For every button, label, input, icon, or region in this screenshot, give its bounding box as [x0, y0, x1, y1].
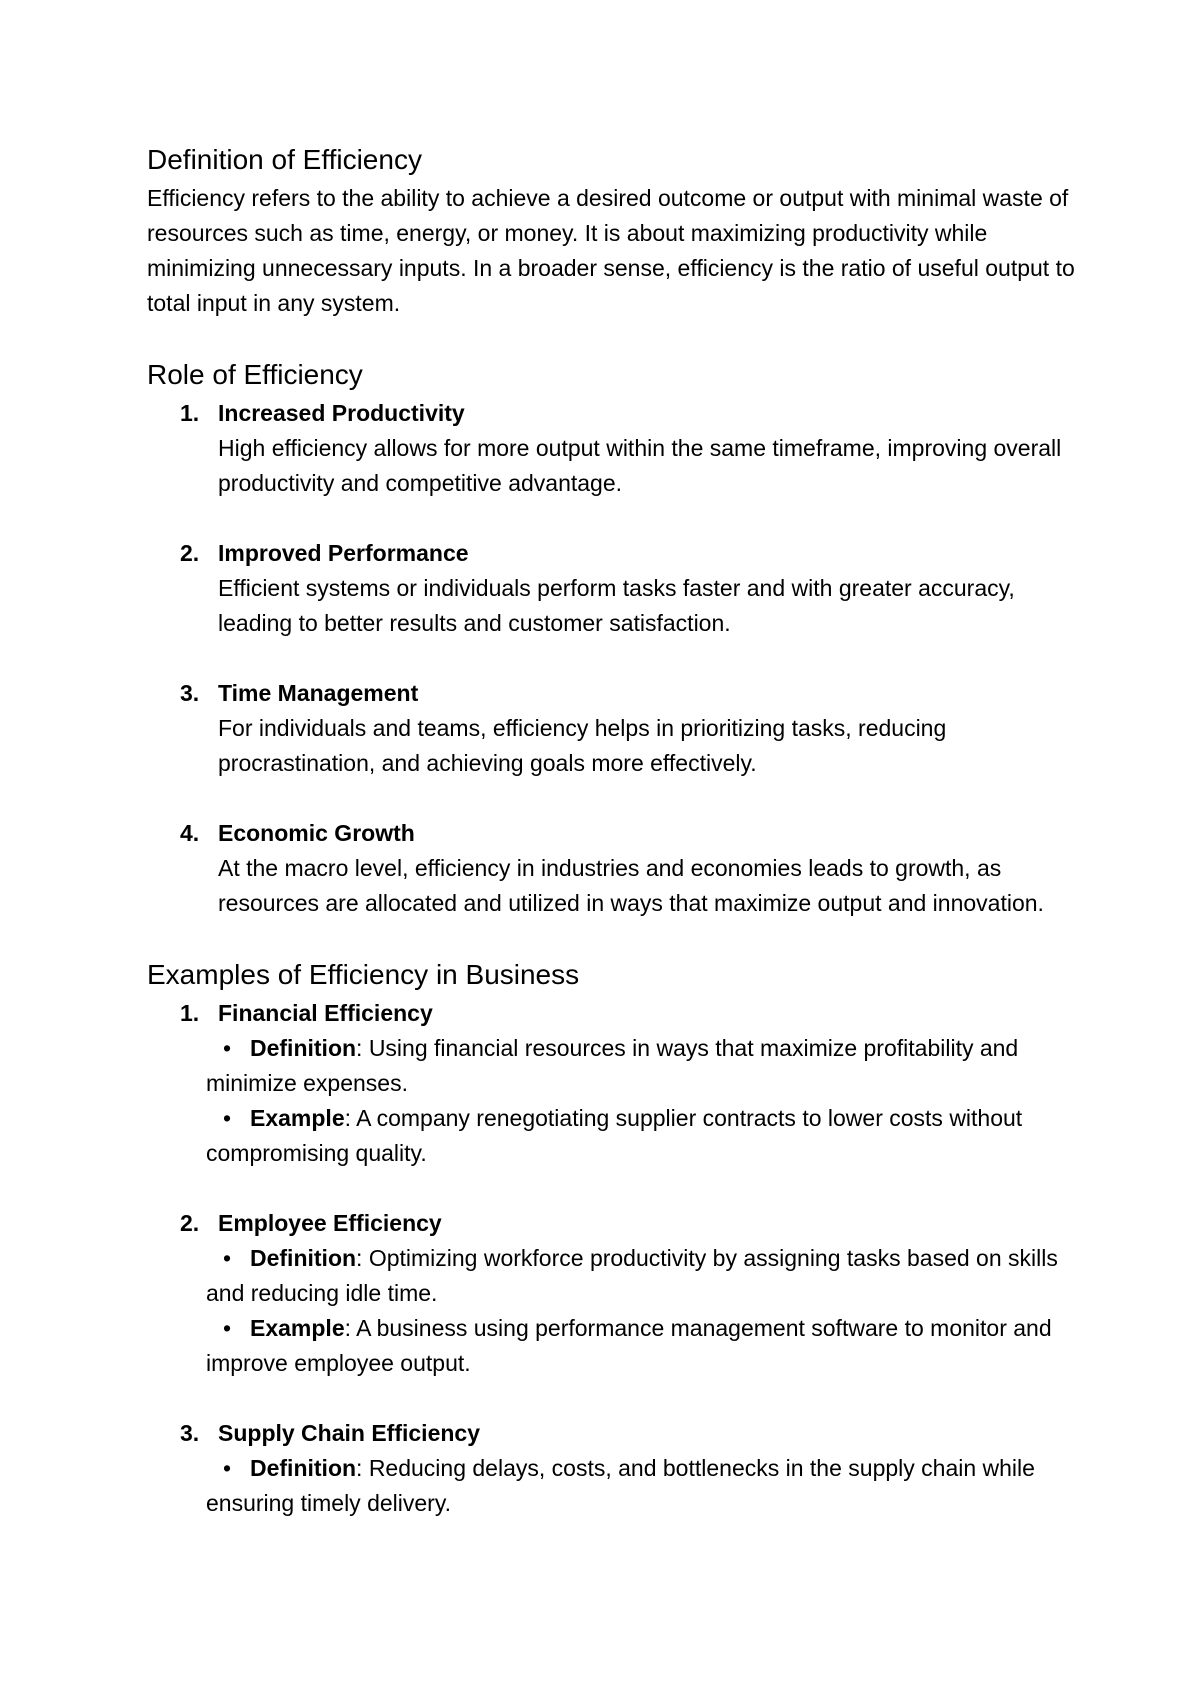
examples-section: [147, 955, 1087, 1521]
bullet-key: Example: [250, 1315, 345, 1341]
role-item-title: Increased Productivity: [218, 400, 465, 426]
bullet-icon: •: [223, 1315, 232, 1341]
role-heading: Role of Efficiency: [147, 359, 363, 390]
example-item-title: Employee Efficiency: [218, 1210, 442, 1236]
role-item-number: 1.: [180, 400, 200, 426]
example-item: [147, 1416, 1087, 1521]
role-item-title: Improved Performance: [218, 540, 469, 566]
examples-list: [147, 996, 1087, 1521]
bullet-key: Definition: [250, 1245, 357, 1271]
role-item-description: At the macro level, efficiency in industries and economies leads to growth, as resources are allocated and utilized in ways that maximize output and innovation.: [218, 855, 1044, 916]
role-section: [147, 355, 1087, 921]
example-item-number: 1.: [180, 1000, 200, 1026]
role-list: [147, 396, 1087, 921]
definition-heading: Definition of Efficiency: [147, 144, 422, 175]
role-item: [147, 396, 1087, 501]
bullet-icon: •: [223, 1035, 232, 1061]
bullet-text: : Using financial resources in ways that maximize profitability and minimize expenses.: [206, 1035, 1019, 1096]
example-item-number: 3.: [180, 1420, 200, 1446]
definition-section: [147, 140, 1087, 321]
example-item-title: Financial Efficiency: [218, 1000, 433, 1026]
role-item: [147, 536, 1087, 641]
bullet-text: : Optimizing workforce productivity by assigning tasks based on skills and reducing idle time.: [206, 1245, 1058, 1306]
role-item-number: 2.: [180, 540, 200, 566]
role-item-number: 3.: [180, 680, 200, 706]
role-item-title: Economic Growth: [218, 820, 415, 846]
role-item-description: High efficiency allows for more output within the same timeframe, improving overall productivity and competitive advantage.: [218, 435, 1062, 496]
example-item-title: Supply Chain Efficiency: [218, 1420, 480, 1446]
example-item-number: 2.: [180, 1210, 200, 1236]
role-item-description: Efficient systems or individuals perform tasks faster and with greater accuracy, leading to better results and customer satisfaction.: [218, 575, 1015, 636]
example-bullets: [177, 1031, 1087, 1171]
role-item-number: 4.: [180, 820, 200, 846]
example-bullet: [206, 1451, 1087, 1521]
example-bullet: [206, 1101, 1087, 1171]
example-bullet: [206, 1311, 1087, 1381]
role-item-title: Time Management: [218, 680, 419, 706]
examples-heading: Examples of Efficiency in Business: [147, 959, 580, 990]
role-item: [147, 676, 1087, 781]
bullet-text: : Reducing delays, costs, and bottlenecks in the supply chain while ensuring timely delivery.: [206, 1455, 1035, 1516]
example-bullets: [177, 1241, 1087, 1381]
example-bullet: [206, 1241, 1087, 1311]
bullet-text: : A business using performance management software to monitor and improve employee output.: [206, 1315, 1052, 1376]
example-bullet: [206, 1031, 1087, 1101]
bullet-icon: •: [223, 1455, 232, 1481]
definition-paragraph: Efficiency refers to the ability to achieve a desired outcome or output with minimal waste of resources such as time, energy, or money. It is about maximizing productivity while minimizing unnecessary inputs. In a broader sense, efficiency is the ratio of useful output to total input in any system.: [147, 185, 1075, 316]
bullet-key: Definition: [250, 1035, 357, 1061]
role-item-description: For individuals and teams, efficiency helps in prioritizing tasks, reducing procrastination, and achieving goals more effectively.: [218, 715, 947, 776]
bullet-key: Example: [250, 1105, 345, 1131]
example-bullets: [177, 1451, 1087, 1521]
bullet-icon: •: [223, 1105, 232, 1131]
document-page: [147, 140, 1087, 1555]
example-item: [147, 996, 1087, 1171]
example-item: [147, 1206, 1087, 1381]
bullet-text: : A company renegotiating supplier contracts to lower costs without compromising quality.: [206, 1105, 1023, 1166]
bullet-icon: •: [223, 1245, 232, 1271]
bullet-key: Definition: [250, 1455, 357, 1481]
role-item: [147, 816, 1087, 921]
